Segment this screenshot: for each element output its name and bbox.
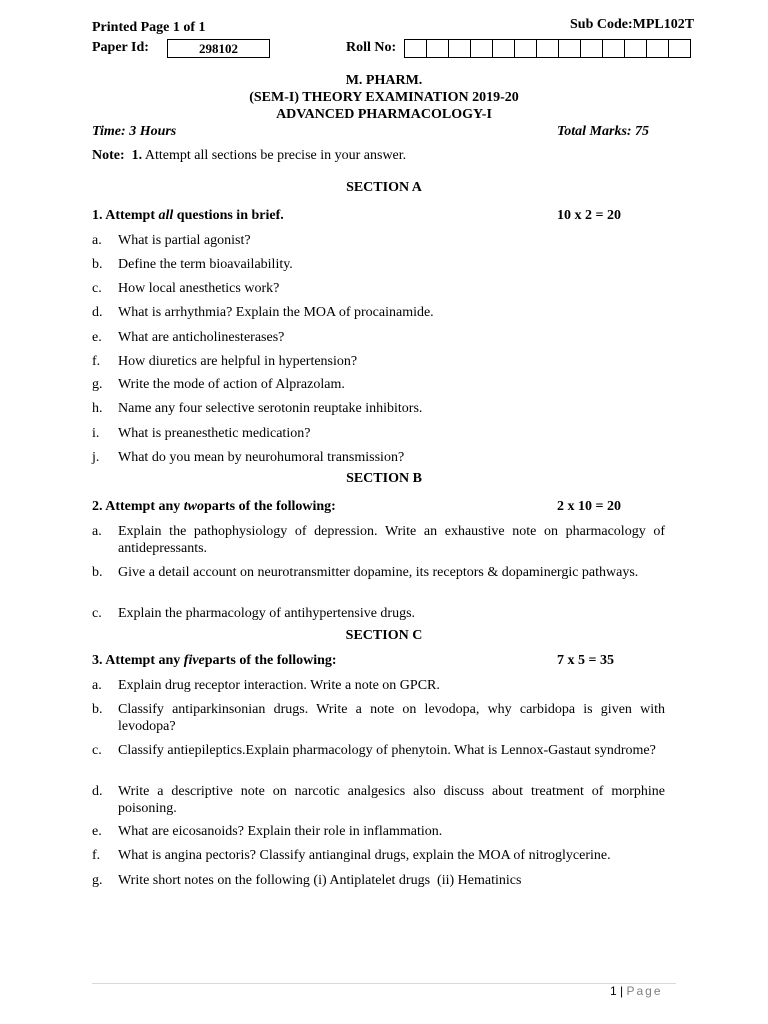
roll-digit-box[interactable] <box>581 40 603 57</box>
note-number: 1. <box>131 148 143 163</box>
section-b-marks: 2 x 10 = 20 <box>557 499 621 514</box>
page-separator: | <box>620 984 624 998</box>
paper-id-label: Paper Id: <box>92 40 149 55</box>
total-marks: Total Marks: 75 <box>557 124 650 139</box>
note-text: Attempt all sections be precise in your answer. <box>144 148 407 163</box>
page-word: Page <box>626 984 663 998</box>
section-c-heading: SECTION C <box>345 628 423 643</box>
page-number-value: 1 <box>610 984 617 998</box>
roll-digit-box[interactable] <box>625 40 647 57</box>
roll-digit-box[interactable] <box>603 40 625 57</box>
roll-digit-box[interactable] <box>493 40 515 57</box>
roll-digit-box[interactable] <box>515 40 537 57</box>
exam-title: (SEM-I) THEORY EXAMINATION 2019-20 <box>249 90 519 105</box>
roll-digit-box[interactable] <box>669 40 691 57</box>
section-a-marks: 10 x 2 = 20 <box>557 208 621 223</box>
section-a-heading: SECTION A <box>346 180 422 195</box>
roll-digit-box[interactable] <box>405 40 427 57</box>
time-label: Time: 3 Hours <box>92 124 177 139</box>
section-c-instruction: 3. Attempt any fiveparts of the following: <box>92 653 337 668</box>
roll-digit-box[interactable] <box>537 40 559 57</box>
degree-title: M. PHARM. <box>345 73 423 88</box>
printed-page-label: Printed Page 1 of 1 <box>92 20 206 35</box>
section-a-instruction: 1. Attempt all questions in brief. <box>92 208 284 223</box>
note <box>92 148 406 164</box>
section-b-heading: SECTION B <box>346 471 422 486</box>
roll-digit-box[interactable] <box>427 40 449 57</box>
section-b-instruction: 2. Attempt any twoparts of the following: <box>92 499 336 514</box>
subject-title: ADVANCED PHARMACOLOGY-I <box>276 107 492 122</box>
sub-code: Sub Code:MPL102T <box>570 17 695 32</box>
page-number <box>610 984 663 998</box>
note-label: Note: <box>92 148 125 163</box>
roll-digit-box[interactable] <box>449 40 471 57</box>
footer-divider <box>92 983 676 984</box>
roll-digit-box[interactable] <box>647 40 669 57</box>
section-c-marks: 7 x 5 = 35 <box>557 653 614 668</box>
roll-no-boxes[interactable] <box>404 39 691 58</box>
roll-digit-box[interactable] <box>559 40 581 57</box>
roll-no-label: Roll No: <box>346 40 397 55</box>
roll-digit-box[interactable] <box>471 40 493 57</box>
paper-id-box: 298102 <box>167 39 270 58</box>
